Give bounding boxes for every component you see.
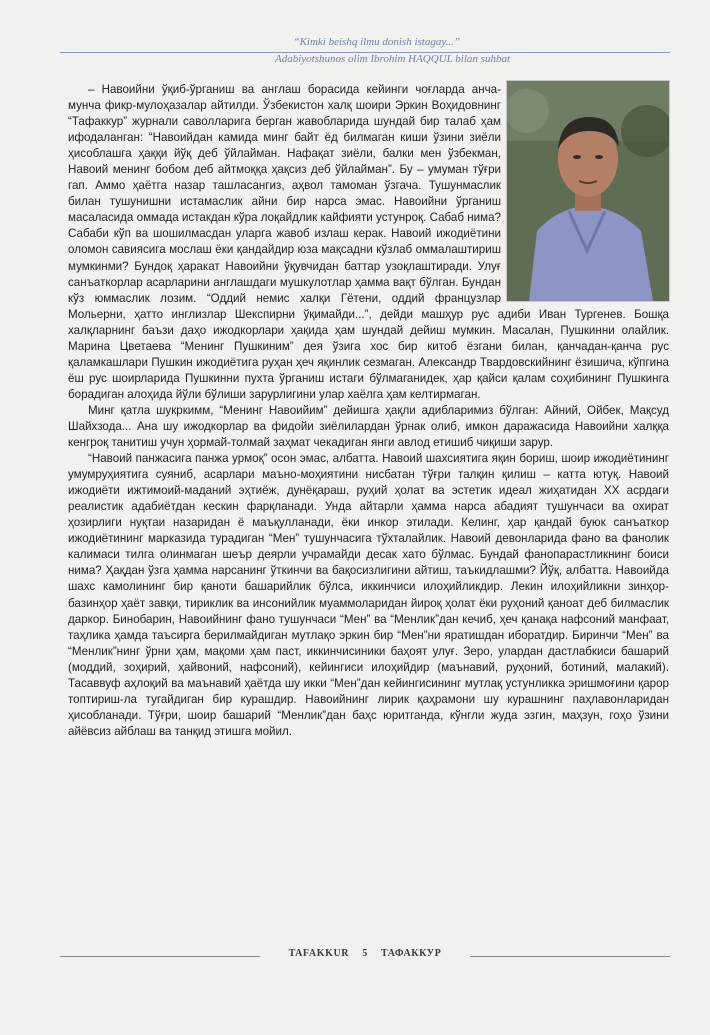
footer-rule-right [470,956,670,957]
paragraph: “Навоий панжасига панжа урмоқ” осон эмас, албатта. Навоий шахсиятига яқин бориш, шоир ижодиётининг умумруҳиятига суяниб, асарлари маъно-моҳиятини нисбатан тўғри талқин қилиш – катта ютуқ. Навоий ижодиёти ижтимоий-маданий эҳтиёж, дунёқараш, руҳий ҳолат ва эстетик идеал жиҳатидан ХХ асрдаги реалистик адабиётдан кескин фарқланади. Унда айтарли ҳамма нарса абадият тушунчаси ва охират ҳозирлиги нуқтаи назаридан ё маъқулланади, ёки инкор этилади. Келинг, ҳар қандай буюк санъаткор ижодиётининг марказида турадиган “Мен” тушунчасига тўхталайлик. Навоий девонларида фано ва фанолик калимаси тилга олинмаган шеър деярли учрамайди десак хато бўлмас. Бундай фанопарастликнинг боиси нима? Ҳақдан ўзга ҳамма нарсанинг ўткинчи ва бақосизлигини айтиш, таъкидлашми? Йўқ, албатта. Навоийда шахс камолининг бир қаноти башарийлик бўлса, иккинчиси илоҳийликдир. Лекин илоҳийликни зинҳор-базинҳор ҳаёт завқи, тириклик ва инсонийлик муаммоларидан йироқ ҳолат ёки руҳоний қаноат деб билмаслик даркор. Бинобарин, Навоийнинг фано тушунчаси “Мен” ва “Менлик”дан кечиб, ҳеч қанақа нафсоний манфаат, таҳлика ҳамда таъсирга берилмайдиган мутлақо эркин бир “Мен”ни яратишдан иборатдир. Биринчи “Мен” ва “Менлик”нинг ўрни ҳам, мақоми ҳам паст, иккинчисиники баҳоят улуғ. Зеро, улардан дастлабкиси башарий (моддий, зоҳирий, ҳайвоний, нафсоний), кейингиси илоҳийдир (маънавий, руҳоний, ботиний, малакий). Тасаввуф аҳлоқий ва маънавий ҳаётда шу икки “Мен”дан кейингисининг мутлақ устунликка эришмоғини қарор топтириш-ла тугайдиган бир курашдир. Навоийнинг лирик қаҳрамони шу курашнинг паҳлавонларидан ҳисобланади. Тўғри, шоир башарий “Менлик”дан баҳс юритганда, кўнгли жуда эзгин, маҳзун, гоҳо ўзини айёвсиз айблаш ва танқид этишга мойил. [68,452,669,738]
paragraph: – Навоийни ўқиб-ўрганиш ва англаш борасида кейинги чоғларда анча-мунча фикр-мулоҳазалар айтилди. Ўзбекистон халқ шоири Эркин Воҳидовнинг “Тафаккур” журнали саволларига берган жавобларида шундай бир талаб ҳам ифодаланган: “Навоийдан камида минг байт ёд билмаган киши ўзини зиёли ҳисоблашга ҳаққи йўқ деб ўйлайман. Нафақат зиёли, балки мен ўзбекман, Навоий менинг бобом деб айтмоққа ҳақсиз деб ўйлайман”. Бу – умуман тўғри гап. Аммо ҳаётга назар ташласангиз, аҳвол тамоман ўзгача. Тушунмаслик билан тушунишни истамаслик айни бир нарса эмас. Навоийни ўрганиш масаласида оммада истакдан кўра лоқайдлик кайфияти устунроқ. Сабаб нима? Сабаби кўп ва шошилмасдан уларга жавоб излаш керак. Навоий ижодиётини оломон савиясига мослаш ёки қандайдир юза мақсадни кўзлаб оммалаштириш мумкинми? Бундоқ ҳаракат Навоийни ўқувчидан баттар узоқлаштиради. Улуғ санъаткорлар асарларини англашдаги мушкулотлар ҳамма вақт бўлган. Бундан кўз юммаслик лозим. “Оддий немис халқи Гётени, оддий французлар Мольерни, ҳатто инглизлар Шекспирни ўқимайди...”, дейди машҳур рус адиби Иван Тургенев. Бошқа халқларнинг баъзи даҳо ижодкорлари ҳақида ҳам шундай дейиш мумкин. Масалан, Пушкинни олайлик. Марина Цветаева “Менинг Пушкиним” дея ўзига хос бир китоб ёзгани билан, қанчадан-қанча рус қаламкашлари Пушкин ижодиётига руҳан ҳеч яқинлик сезмаган. Александр Твардовскийнинг ёзишича, кўпгина ёш рус шоирларида Пушкинни пухта ўрганиш истаги бўлмаганидек, ҳар қайси қалам соҳибининг Пушкинга борадиган алоҳида йўли бўлиши зарурлигини улар хаёлга ҳам келтирмаган. [68,83,669,401]
header-motto: “Kimki beishq ilmu donish istagay...” [293,36,460,48]
page-number: 5 [362,948,368,959]
page-footer [60,948,670,968]
footer-rule-left [60,956,260,957]
footer-right-label: ТАФАККУР [380,948,442,959]
photo-spacer [501,82,669,304]
footer-left-label: TAFAKKUR [288,948,350,959]
footer-label [272,948,458,959]
header-subtitle: Adabiyotshunos olim Ibrohim HAQQUL bilan suhbat [275,53,510,65]
article-body [68,82,669,740]
paragraph: Минг қатла шукркимм, “Менинг Навоийим” дейишга ҳақли адибларимиз бўлган: Айний, Ойбек, Мақсуд Шайхзода... Ана шу ижодкорлар ва фидойи зиёлилардан ўрнак олиб, имкон даражасида Навоийни халққа кенгроқ танитиш учун ҳормай-толмай заҳмат чекадиган янги авлод етишиб чиқиши зарур. [68,403,669,450]
